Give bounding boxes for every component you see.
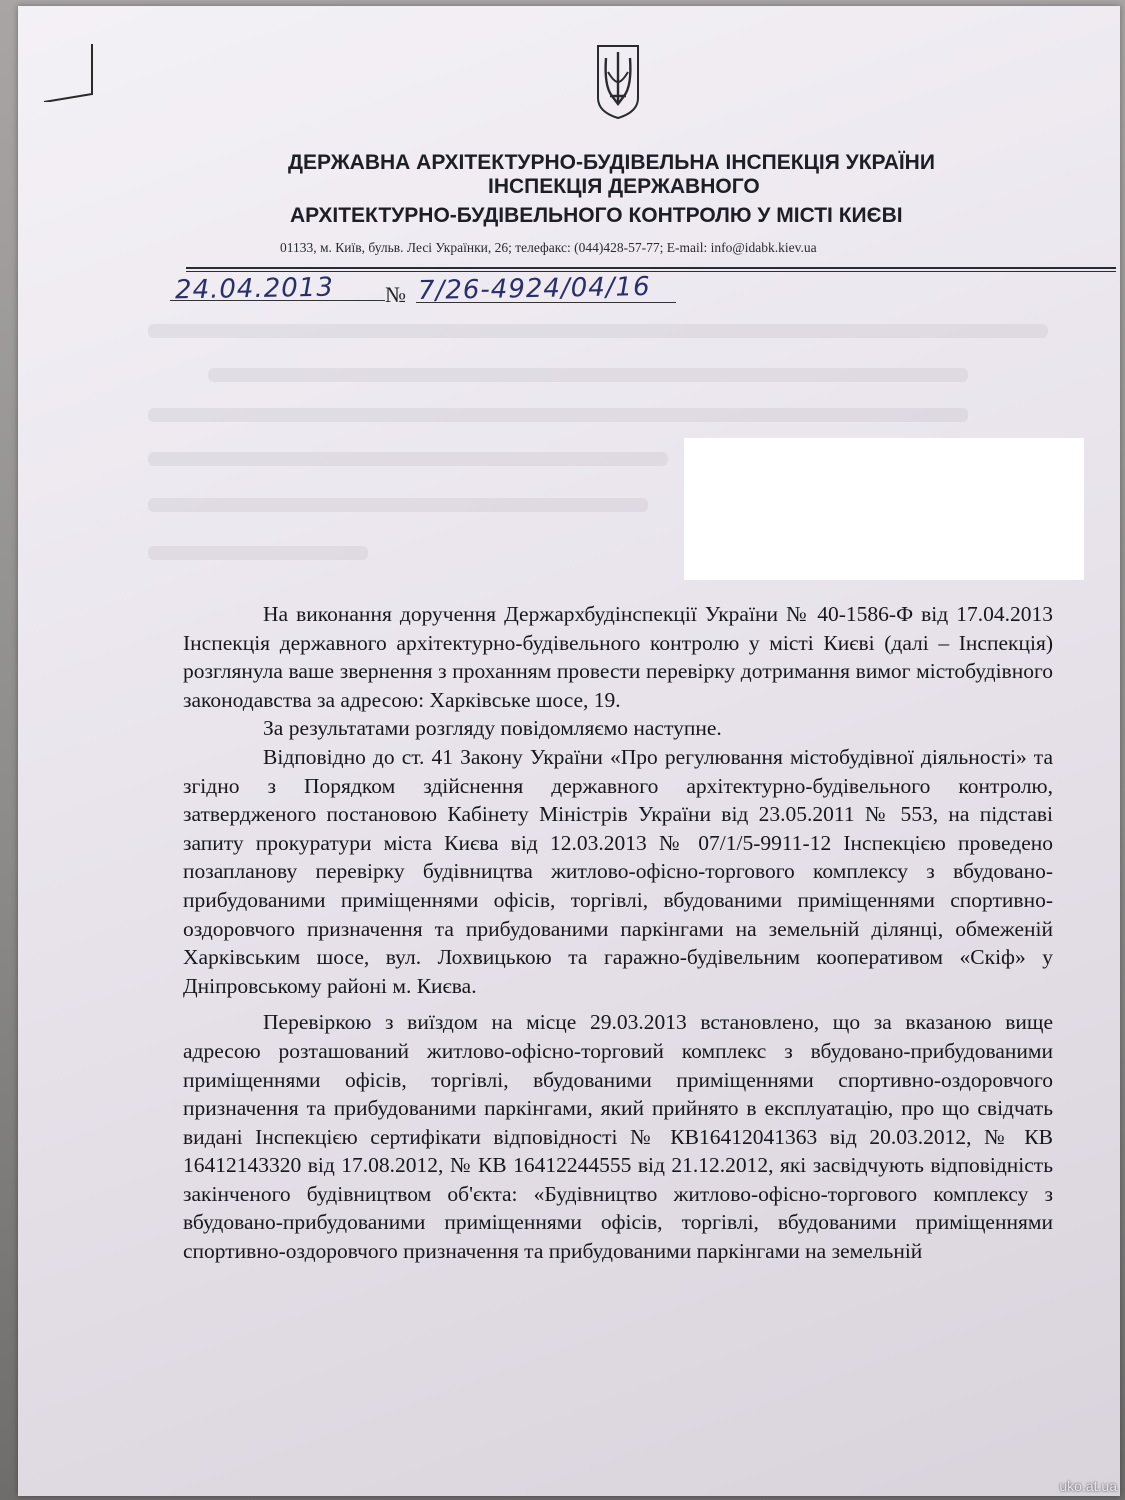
- show-through-text: [148, 498, 648, 512]
- show-through-text: [208, 368, 968, 382]
- letter-body: [183, 600, 1053, 1266]
- handwritten-reg-number: 7/26-4924/04/16: [417, 271, 651, 307]
- paragraph-intro: За результатами розгляду повідомляємо наступне.: [263, 716, 722, 741]
- agency-name-line-2: ІНСПЕКЦІЯ ДЕРЖАВНОГО: [488, 175, 760, 198]
- trident-emblem-icon: [594, 42, 642, 120]
- date-underline: [170, 300, 385, 301]
- number-underline: [416, 302, 676, 303]
- staple-corner-mark: [40, 42, 110, 102]
- paragraph-inspection-result: Перевіркою з виїздом на місце 29.03.2013 встановлено, що за вказаною вище адресою розташований житлово-офісно-торговий комплекс з вбудовано-прибудованими приміщеннями офісів, торгівлі, вбудованими приміщеннями спортивно-оздоровчого призначення та прибудованими паркінгами, який прийнято в експлуатацію, про що свідчать видані Інспекцією сертифікати відповідності № КВ16412041363 від 20.03.2012, № КВ 16412143320 від 17.08.2012, № КВ 16412244555 від 21.12.2012, які засвідчують відповідність закінченого будівництвом об'єкта: «Будівництво житлово-офісно-торгового комплексу з вбудовано-прибудованими приміщеннями офісів, торгівлі, вбудованими приміщеннями спортивно-оздоровчого призначення та прибудованими паркінгами на земельній: [183, 1010, 1053, 1264]
- paragraph-request: На виконання доручення Держархбудінспекції України № 40-1586-Ф від 17.04.2013 Інспекція державного архітектурно-будівельного контролю у місті Києві (далі – Інспекція) розглянула ваше звернення з проханням провести перевірку дотримання вимог містобудівного законодавства за адресою: Харківське шосе, 19.: [183, 602, 1053, 712]
- show-through-text: [148, 546, 368, 560]
- show-through-text: [148, 408, 968, 422]
- handwritten-date: 24.04.2013: [174, 272, 335, 306]
- number-sign: №: [385, 282, 406, 307]
- agency-name-line-1: ДЕРЖАВНА АРХІТЕКТУРНО-БУДІВЕЛЬНА ІНСПЕКЦІЯ УКРАЇНИ: [288, 151, 935, 174]
- show-through-text: [148, 452, 668, 466]
- redacted-recipient-block: [684, 438, 1084, 580]
- site-watermark: uko.at.ua: [1059, 1478, 1117, 1494]
- letterhead-rule: [186, 267, 1116, 269]
- paragraph-legal-basis: Відповідно до ст. 41 Закону України «Про регулювання містобудівної діяльності» та згідно з Порядком здійснення державного архітектурно-будівельного контролю, затвердженого постановою Кабінету Міністрів України від 23.05.2011 № 553, на підставі запиту прокуратури міста Києва від 12.03.2013 № 07/1/5-9911-12 Інспекцією проведено позапланову перевірку будівництва житлово-офісно-торгового комплексу з вбудовано-прибудованими приміщеннями офісів, торгівлі, вбудованими приміщеннями спортивно-оздоровчого призначення та прибудованими паркінгами на земельній ділянці, обмеженій Харківським шосе, вул. Лохвицькою та гаражно-будівельним кооперативом «Скіф» у Дніпровському районі м. Києва.: [183, 744, 1053, 998]
- agency-name-line-3: АРХІТЕКТУРНО-БУДІВЕЛЬНОГО КОНТРОЛЮ У МІСТІ КИЄВІ: [290, 204, 903, 227]
- show-through-text: [148, 324, 1048, 338]
- agency-address: 01133, м. Київ, бульв. Лесі Українки, 26; телефакс: (044)428-57-77; E-mail: info@idabk.kiev.ua: [280, 240, 817, 255]
- document-page: [18, 6, 1120, 1496]
